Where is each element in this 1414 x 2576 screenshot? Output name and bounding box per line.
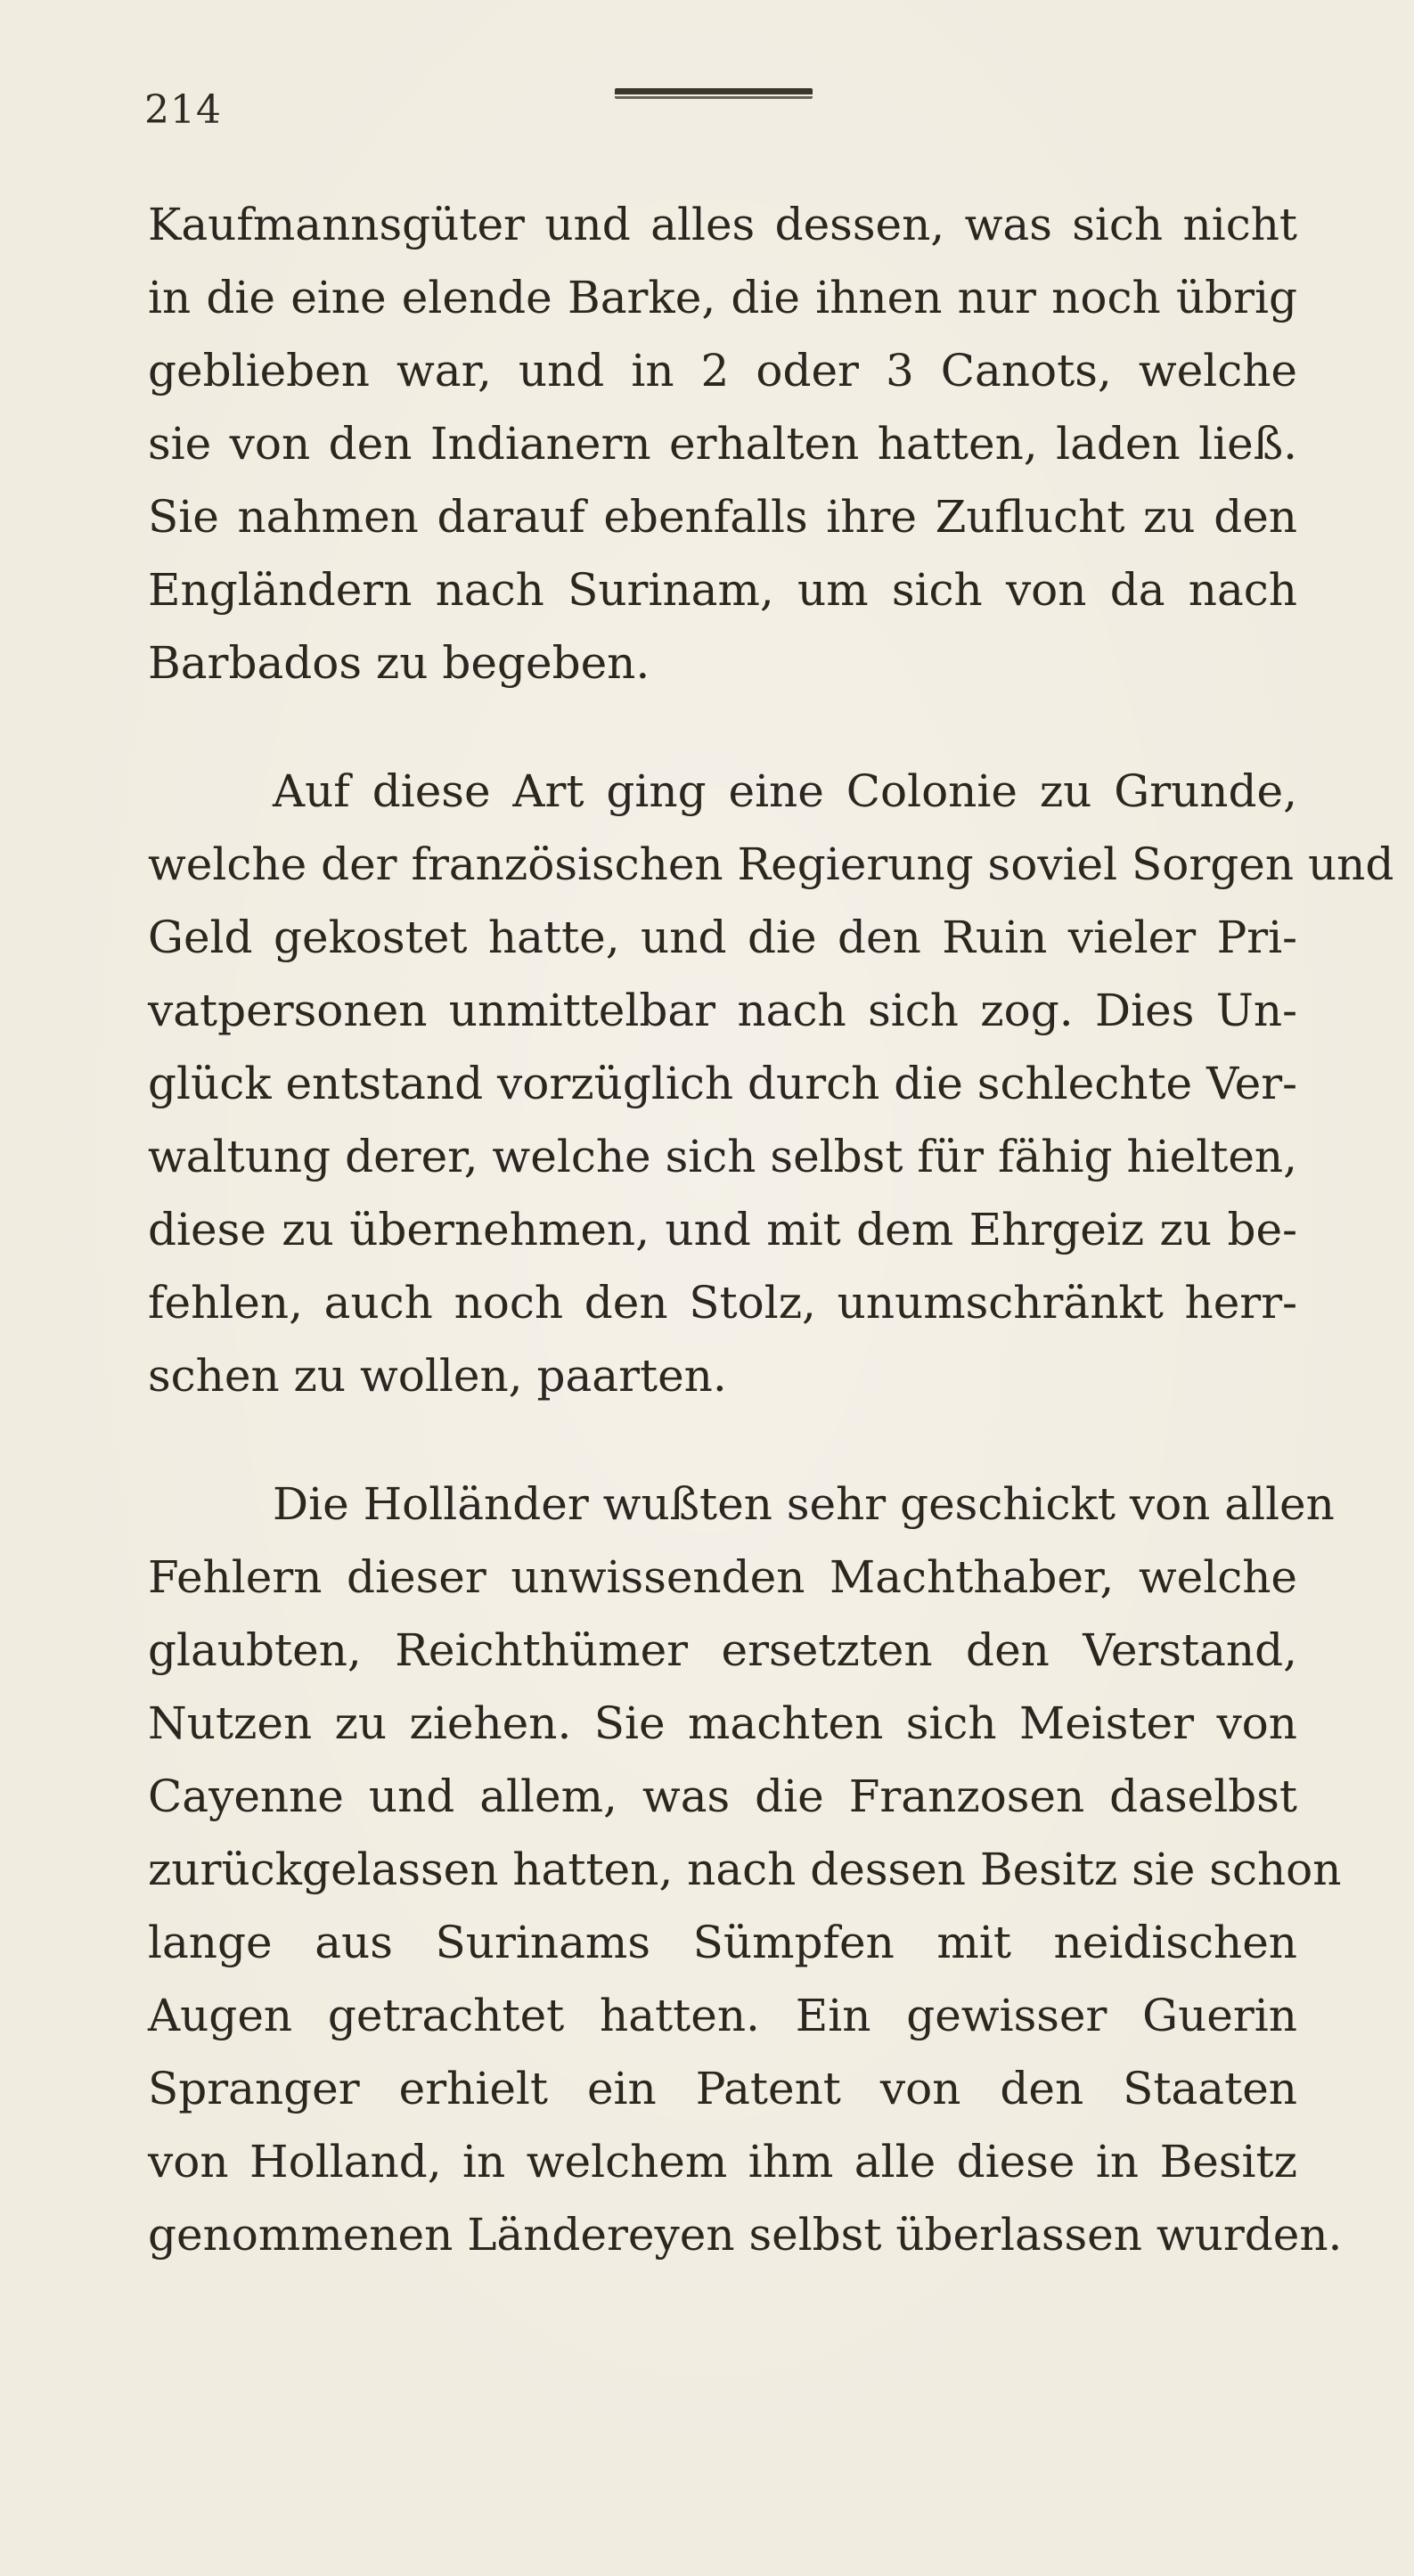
- text-line: glück entstand vorzüglich durch die schlechte Ver-: [148, 1058, 1297, 1109]
- header-rule: [615, 88, 813, 99]
- text-line: diese zu übernehmen, und mit dem Ehrgeiz zu be-: [148, 1204, 1297, 1255]
- text-line: zurückgelassen hatten, nach dessen Besitz sie schon: [148, 1844, 1342, 1895]
- text-line: Spranger erhielt ein Patent von den Staaten: [148, 2063, 1297, 2114]
- text-line: Die Holländer wußten sehr geschickt von allen: [273, 1478, 1335, 1530]
- page-number: 214: [144, 87, 222, 133]
- text-line: in die eine elende Barke, die ihnen nur noch übrig: [148, 272, 1297, 323]
- text-line: genommenen Ländereyen selbst überlassen wurden.: [148, 2209, 1343, 2261]
- text-line: geblieben war, und in 2 oder 3 Canots, welche: [148, 345, 1297, 397]
- text-line: lange aus Surinams Sümpfen mit neidischen: [148, 1917, 1297, 1968]
- text-line: Sie nahmen darauf ebenfalls ihre Zuflucht zu den: [148, 491, 1297, 543]
- text-line: Fehlern dieser unwissenden Machthaber, welche: [148, 1551, 1297, 1603]
- text-line: Auf diese Art ging eine Colonie zu Grunde,: [273, 765, 1297, 817]
- text-line: welche der französischen Regierung soviel Sorgen und: [148, 838, 1394, 890]
- text-line: fehlen, auch noch den Stolz, unumschränkt herr-: [148, 1277, 1297, 1329]
- text-line: Nutzen zu ziehen. Sie machten sich Meister von: [148, 1697, 1297, 1749]
- text-line: Geld gekostet hatte, und die den Ruin vieler Pri-: [148, 912, 1297, 963]
- text-line: von Holland, in welchem ihm alle diese in Besitz: [148, 2136, 1297, 2188]
- text-line: waltung derer, welche sich selbst für fähig hielten,: [148, 1131, 1297, 1182]
- text-line: schen zu wollen, paarten.: [148, 1350, 727, 1402]
- text-line: vatpersonen unmittelbar nach sich zog. Dies Un-: [148, 985, 1297, 1036]
- text-line: glaubten, Reichthümer ersetzten den Verstand,: [148, 1624, 1297, 1676]
- text-line: Augen getrachtet hatten. Ein gewisser Guerin: [148, 1990, 1297, 2041]
- text-line: Barbados zu begeben.: [148, 637, 650, 689]
- text-line: Cayenne und allem, was die Franzosen daselbst: [148, 1770, 1297, 1822]
- text-line: sie von den Indianern erhalten hatten, laden ließ.: [148, 418, 1297, 470]
- text-line: Kaufmannsgüter und alles dessen, was sich nicht: [148, 199, 1297, 250]
- text-line: Engländern nach Surinam, um sich von da nach: [148, 564, 1297, 616]
